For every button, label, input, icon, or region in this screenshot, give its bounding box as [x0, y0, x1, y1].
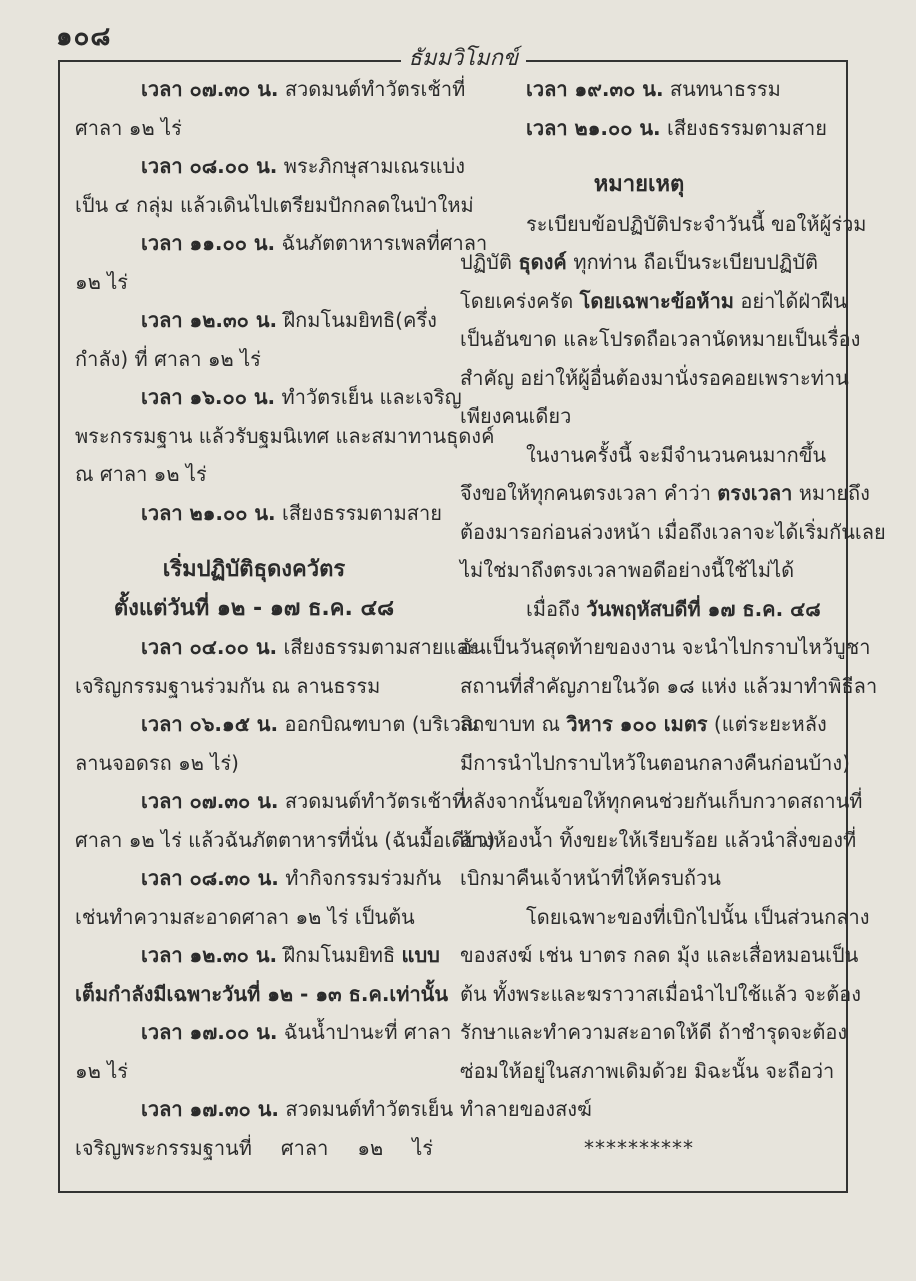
text-line	[75, 667, 433, 706]
section-heading	[460, 166, 818, 205]
text-line	[460, 436, 827, 475]
text: ฝึกมโนมยิทธิ(ครึ่ง	[277, 308, 437, 332]
bold-text: เวลา ๑๒.๓๐ น.	[141, 308, 278, 332]
paragraph-gap	[460, 147, 818, 166]
text-line	[460, 782, 863, 821]
bold-text: เวลา ๑๑.๐๐ น.	[141, 231, 276, 255]
text: สวดมนต์ทำวัตรเย็น	[278, 1097, 454, 1121]
bold-text: ธุดงค์	[518, 250, 567, 274]
text: **********	[584, 1135, 694, 1160]
text: พระภิกษุสามเณรแบ่ง	[277, 154, 466, 178]
bold-text: วันพฤหัสบดีที่ ๑๗ ธ.ค. ๔๘	[586, 596, 821, 621]
text-line	[460, 744, 850, 783]
text-line	[460, 898, 870, 937]
text-line	[75, 109, 433, 148]
text: ปฏิบัติ	[460, 250, 519, 274]
text: ซ่อมให้อยู่ในสภาพเดิมด้วย มิฉะนั้น จะถือว่า	[460, 1058, 835, 1083]
bold-text: เวลา ๒๑.๐๐ น.	[526, 115, 661, 140]
text-line	[460, 1129, 818, 1168]
text: สนทนาธรรม	[663, 77, 781, 101]
text: สถานที่สำคัญภายในวัด ๑๘ แห่ง แล้วมาทำพิธีลา	[460, 673, 878, 698]
text-line	[75, 340, 433, 379]
text-line	[75, 301, 437, 340]
text: ลานจอดรถ ๑๒ ไร่)	[75, 750, 239, 775]
text: (แต่ระยะหลัง	[707, 712, 827, 736]
text-line	[75, 628, 480, 667]
text: ศาลา ๑๒ ไร่	[75, 115, 182, 140]
text-line	[75, 70, 466, 109]
text: โดยเคร่งครัด	[460, 288, 580, 313]
text-line	[460, 590, 821, 629]
bold-text: เวลา ๐๖.๑๕ น.	[141, 712, 279, 736]
text: ฉันภัตตาหารเพลที่ศาลา	[275, 231, 488, 255]
bold-text: วิหาร ๑๐๐ เมตร	[566, 712, 708, 736]
text-line	[460, 859, 818, 898]
text-line	[75, 378, 462, 417]
section-heading	[75, 551, 433, 590]
text-line	[75, 224, 488, 263]
text: เพียงคนเดียว	[460, 404, 572, 428]
text: โดยเฉพาะของที่เบิกไปนั้น เป็นส่วนกลาง	[526, 904, 870, 929]
text-line	[75, 1090, 454, 1129]
text-line	[460, 109, 827, 148]
text-line	[460, 359, 849, 398]
bold-text: เวลา ๐๘.๐๐ น.	[141, 154, 278, 178]
text-line	[75, 936, 440, 975]
text: ทุกท่าน ถือเป็นระเบียบปฏิบัติ	[566, 250, 819, 274]
text-line	[460, 205, 867, 244]
text: ระเบียบข้อปฏิบัติประจำวันนี้ ขอให้ผู้ร่วม	[526, 211, 867, 236]
text: ต้องมารอก่อนล่วงหน้า เมื่อถึงเวลาจะได้เริ่มกันเลย	[460, 519, 886, 544]
text: สิกขาบท ณ	[460, 712, 567, 736]
bold-text: เวลา ๑๖.๐๐ น.	[141, 385, 276, 409]
text-line	[460, 975, 861, 1014]
text: เสียงธรรมตามสาย	[660, 115, 827, 140]
text-line	[460, 628, 871, 667]
text: ฉันน้ำปานะที่ ศาลา	[277, 1020, 452, 1044]
text: เป็น ๔ กลุ่ม แล้วเดินไปเตรียมปักกลดในป่าใหม่	[75, 192, 474, 217]
right-column	[460, 70, 886, 1180]
bold-text: เวลา ๐๗.๓๐ น.	[141, 789, 279, 813]
text-line	[75, 821, 496, 860]
text-line	[460, 1052, 835, 1091]
bold-text: ตรงเวลา	[717, 481, 793, 505]
bold-text: ตั้งแต่วันที่ ๑๒ - ๑๗ ธ.ค. ๔๘	[113, 595, 395, 621]
text-line	[75, 975, 449, 1014]
text-line	[75, 417, 495, 456]
text: เสียงธรรมตามสายและ	[277, 635, 480, 659]
text: สวดมนต์ทำวัตรเช้าที่	[278, 77, 466, 101]
text: ออกบิณฑบาต (บริเวณ	[278, 712, 480, 736]
text: เบิกมาคืนเจ้าหน้าที่ให้ครบถ้วน	[460, 866, 721, 890]
text: กำลัง) ที่ ศาลา ๑๒ ไร่	[75, 346, 261, 371]
text-line	[75, 1129, 433, 1168]
text-line	[460, 821, 857, 860]
bold-text: เวลา ๑๗.๓๐ น.	[141, 1097, 279, 1121]
text-line	[75, 898, 433, 937]
paragraph-gap	[75, 532, 433, 551]
text: ๑๒ ไร่	[75, 269, 129, 294]
text: มีการนำไปกราบไหว้ในตอนกลางคืนก่อนบ้าง)	[460, 750, 850, 775]
text: หมายถึง	[792, 481, 870, 505]
text-line	[75, 1052, 433, 1091]
text-line	[75, 782, 466, 821]
bold-text: แบบ	[401, 943, 440, 967]
running-header: ธัมมวิโมกข์	[401, 40, 526, 75]
bold-text: โดยเฉพาะข้อห้าม	[579, 288, 734, 313]
text-line	[460, 551, 818, 590]
text: พระกรรมฐาน แล้วรับฐมนิเทศ และสมาทานธุดงค์	[75, 423, 495, 448]
text-line	[460, 667, 878, 706]
text: ในงานครั้งนี้ จะมีจำนวนคนมากขึ้น	[526, 442, 827, 467]
text-line	[460, 1090, 818, 1129]
text: ทำวัตรเย็น และเจริญ	[275, 385, 462, 409]
text-line	[75, 1013, 452, 1052]
text: ๑๒ ไร่	[75, 1058, 129, 1083]
page-number: ๑๐๘	[56, 22, 112, 52]
text-line	[75, 455, 433, 494]
text: เจริญกรรมฐานร่วมกัน ณ ลานธรรม	[75, 673, 381, 698]
text: เช่นทำความสะอาดศาลา ๑๒ ไร่ เป็นต้น	[75, 904, 415, 929]
text-line	[460, 243, 818, 282]
bold-text: เต็มกำลังมีเฉพาะวันที่ ๑๒ - ๑๓ ธ.ค.เท่านั้น	[75, 981, 449, 1006]
text: จึงขอให้ทุกคนตรงเวลา คำว่า	[460, 481, 718, 505]
bold-text: หมายเหตุ	[593, 172, 685, 197]
text-line	[460, 705, 827, 744]
text-line	[460, 474, 870, 513]
text: หลังจากนั้นขอให้ทุกคนช่วยกันเก็บกวาดสถานที่	[460, 789, 863, 813]
text: เป็นอันขาด และโปรดถือเวลานัดหมายเป็นเรื่อง	[460, 327, 861, 351]
text-line	[75, 263, 433, 302]
text-line	[460, 1013, 848, 1052]
text: อย่าได้ฝ่าฝืน	[734, 288, 847, 313]
text: ฝึกมโนมยิทธิ	[277, 943, 402, 967]
text: รักษาและทำความสะอาดให้ดี ถ้าชำรุดจะต้อง	[460, 1020, 848, 1044]
text: ของสงฆ์ เช่น บาตร กลด มุ้ง และเสื่อหมอนเป็น	[460, 943, 859, 967]
text-line	[75, 494, 442, 533]
text: ณ ศาลา ๑๒ ไร่	[75, 462, 207, 486]
text: เจริญพระกรรมฐานที่ ศาลา ๑๒ ไร่	[75, 1135, 433, 1160]
text: ต้น ทั้งพระและฆราวาสเมื่อนำไปใช้แล้ว จะต้อง	[460, 981, 861, 1006]
bold-text: เริ่มปฏิบัติธุดงควัตร	[162, 557, 346, 582]
text-line	[460, 70, 818, 109]
text: ไม่ใช่มาถึงตรงเวลาพอดีอย่างนี้ใช้ไม่ได้	[460, 558, 795, 582]
bold-text: เวลา ๑๗.๐๐ น.	[141, 1020, 278, 1044]
text: ทำกิจกรรมร่วมกัน	[278, 866, 442, 890]
bold-text: เวลา ๐๘.๓๐ น.	[141, 866, 279, 890]
left-column	[75, 70, 496, 1180]
text: ล้างห้องน้ำ ทิ้งขยะให้เรียบร้อย แล้วนำสิ่งของที่	[460, 827, 857, 852]
text: อันเป็นวันสุดท้ายของงาน จะนำไปกราบไหว้บูชา	[460, 635, 871, 659]
text-line	[75, 744, 433, 783]
text-line	[75, 186, 474, 225]
bold-text: เวลา ๑๙.๓๐ น.	[526, 77, 664, 101]
section-heading	[75, 590, 433, 629]
text: เมื่อถึง	[526, 596, 587, 621]
text: สวดมนต์ทำวัตรเช้าที่	[278, 789, 466, 813]
text-line	[460, 397, 818, 436]
text-line	[75, 147, 466, 186]
text-line	[460, 320, 861, 359]
text-line	[460, 936, 859, 975]
bold-text: เวลา ๑๒.๓๐ น.	[141, 943, 278, 967]
bold-text: เวลา ๒๑.๐๐ น.	[141, 500, 276, 525]
text-line	[460, 513, 886, 552]
text: ทำลายของสงฆ์	[460, 1097, 592, 1121]
text-line	[460, 282, 847, 321]
text: เสียงธรรมตามสาย	[275, 500, 442, 525]
text-line	[75, 859, 442, 898]
text-line	[75, 705, 480, 744]
text: สำคัญ อย่าให้ผู้อื่นต้องมานั่งรอคอยเพราะท่าน	[460, 365, 849, 390]
text: ศาลา ๑๒ ไร่ แล้วฉันภัตตาหารที่นั่น (ฉันมื้อเดียว)	[75, 827, 496, 852]
bold-text: เวลา ๐๔.๐๐ น.	[141, 635, 278, 659]
bold-text: เวลา ๐๗.๓๐ น.	[141, 77, 279, 101]
